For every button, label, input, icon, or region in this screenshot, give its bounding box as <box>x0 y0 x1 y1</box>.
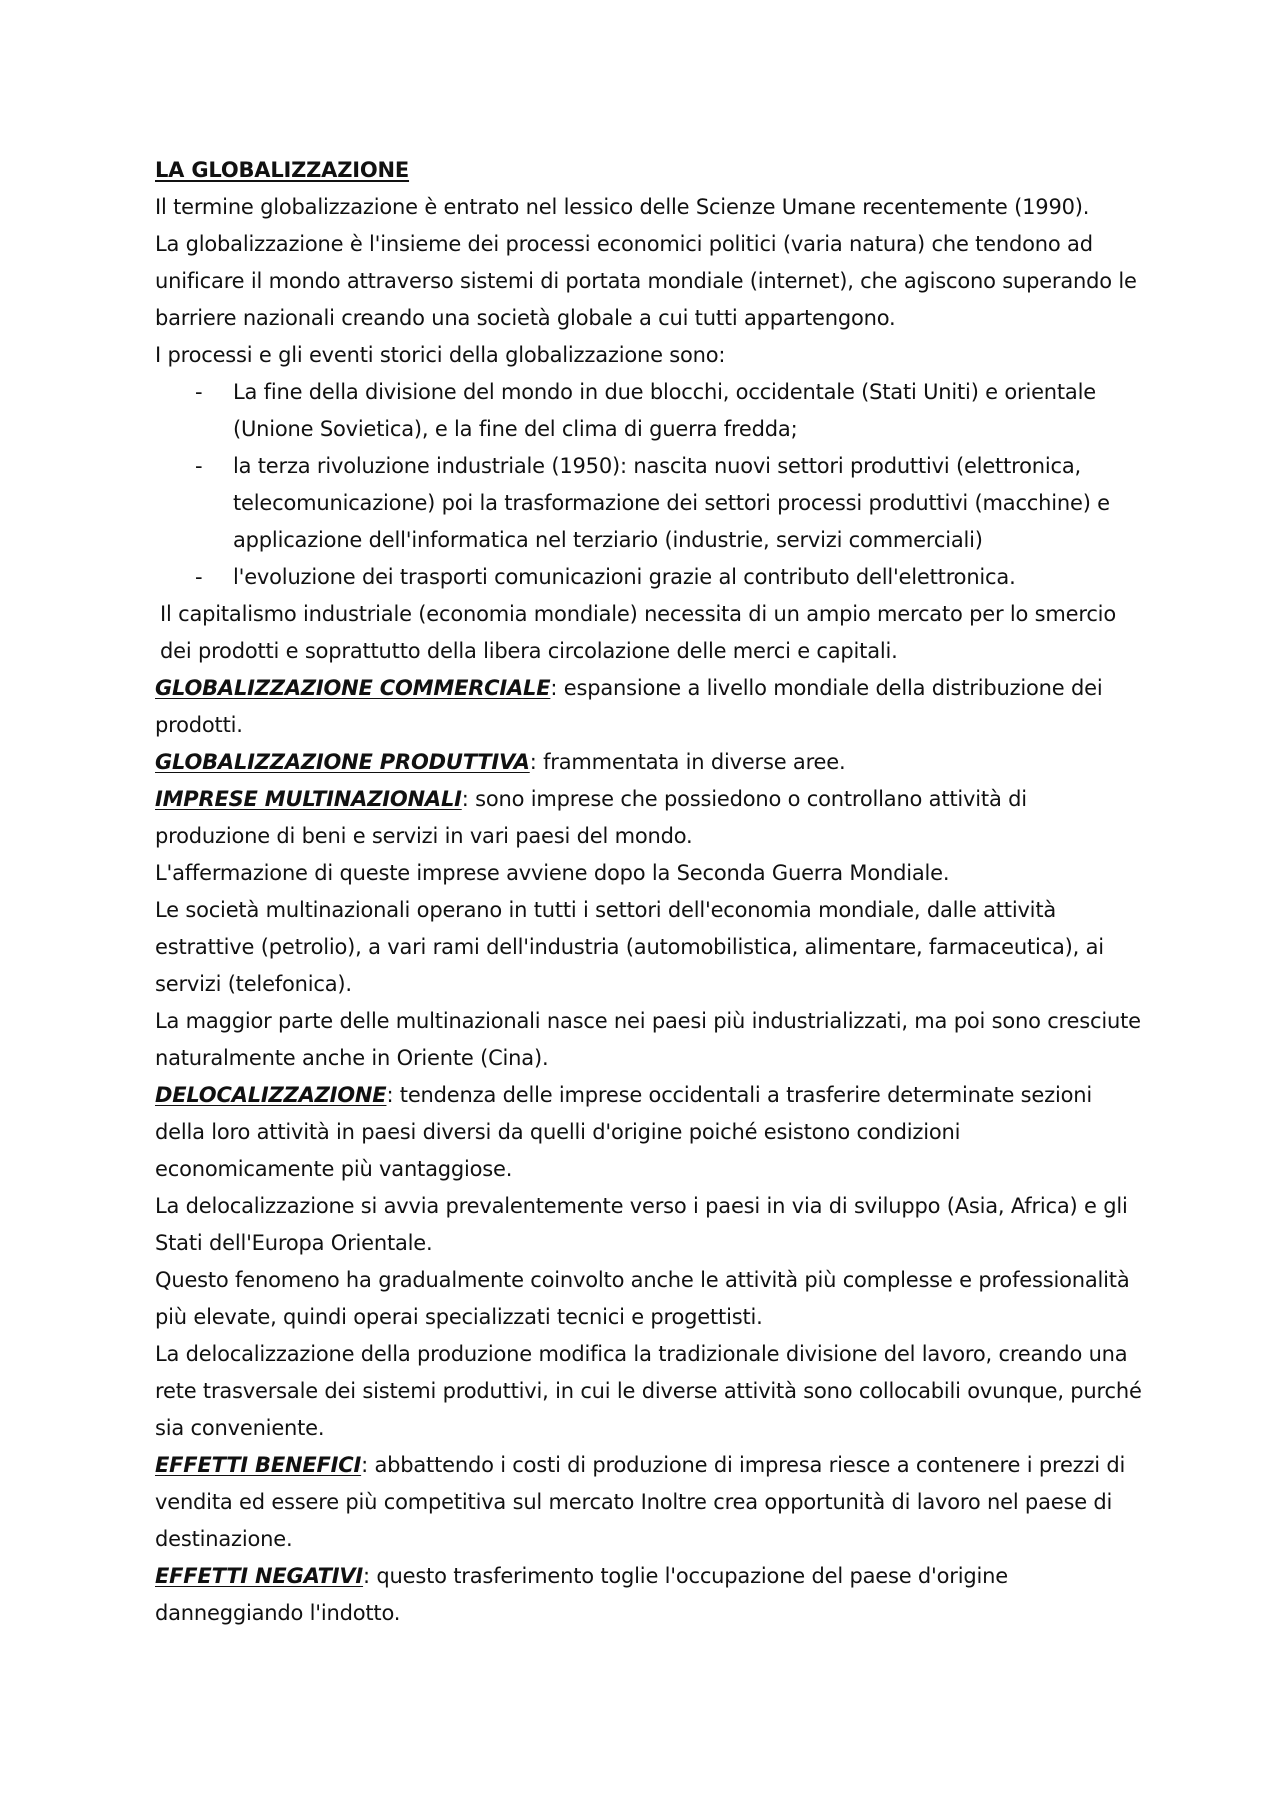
multinationals-paragraph: L'affermazione di queste imprese avviene dopo la Seconda Guerra Mondiale. <box>155 861 950 885</box>
document-page <box>155 152 1145 1632</box>
benefits-term: EFFETTI BENEFICI <box>155 1453 362 1477</box>
negatives-text: : questo trasferimento toglie l'occupazione del paese d'origine danneggiando l'indotto. <box>155 1564 1008 1625</box>
delocalization-term: DELOCALIZZAZIONE <box>155 1083 387 1107</box>
commercial-globalization-term: GLOBALIZZAZIONE COMMERCIALE <box>155 676 551 700</box>
multinationals-paragraph: Le società multinazionali operano in tutti i settori dell'economia mondiale, dalle attività estrattive (petrolio), a vari rami dell'industria (automobilistica, alimentare, farmaceutica), ai servizi (telefonica). <box>155 898 1104 996</box>
negatives-definition <box>155 1558 1145 1632</box>
productive-globalization-text: : frammentata in diverse aree. <box>529 750 846 774</box>
benefits-text: : abbattendo i costi di produzione di impresa riesce a contenere i prezzi di vendita ed essere più competitiva sul mercato Inoltre crea opportunità di lavoro nel paese di destinazione. <box>155 1453 1126 1551</box>
process-item: - l'evoluzione dei trasporti comunicazioni grazie al contributo dell'elettronica. <box>233 559 1145 596</box>
capitalism-paragraph: Il capitalismo industriale (economia mondiale) necessita di un ampio mercato per lo smercio dei prodotti e soprattutto della libera circolazione delle merci e capitali. <box>160 602 1116 663</box>
intro-paragraph-3: I processi e gli eventi storici della globalizzazione sono: <box>155 343 726 367</box>
delocalization-paragraph: La delocalizzazione si avvia prevalentemente verso i paesi in via di sviluppo (Asia, Africa) e gli Stati dell'Europa Orientale. <box>155 1194 1128 1255</box>
process-list <box>155 374 1145 596</box>
intro-paragraph-2: La globalizzazione è l'insieme dei processi economici politici (varia natura) che tendono ad unificare il mondo attraverso sistemi di portata mondiale (internet), che agiscono superando le barriere nazionali creando una società globale a cui tutti appartengono. <box>155 232 1137 330</box>
negatives-term: EFFETTI NEGATIVI <box>155 1564 364 1588</box>
multinationals-definition <box>155 781 1145 855</box>
intro-paragraph-1: Il termine globalizzazione è entrato nel lessico delle Scienze Umane recentemente (1990). <box>155 195 1090 219</box>
productive-globalization-definition <box>155 744 1145 781</box>
delocalization-definition <box>155 1077 1145 1188</box>
productive-globalization-term: GLOBALIZZAZIONE PRODUTTIVA <box>155 750 530 774</box>
benefits-definition <box>155 1447 1145 1558</box>
delocalization-text: : tendenza delle imprese occidentali a trasferire determinate sezioni della loro attività in paesi diversi da quelli d'origine poiché esistono condizioni economicamente più vantaggiose. <box>155 1083 1092 1181</box>
multinationals-paragraph: La maggior parte delle multinazionali nasce nei paesi più industrializzati, ma poi sono cresciute naturalmente anche in Oriente (Cina). <box>155 1009 1141 1070</box>
document-title: LA GLOBALIZZAZIONE <box>155 158 410 182</box>
multinationals-term: IMPRESE MULTINAZIONALI <box>155 787 462 811</box>
delocalization-paragraph: Questo fenomeno ha gradualmente coinvolto anche le attività più complesse e professionalità più elevate, quindi operai specializzati tecnici e progettisti. <box>155 1268 1130 1329</box>
commercial-globalization-definition <box>155 670 1145 744</box>
delocalization-paragraph: La delocalizzazione della produzione modifica la tradizionale divisione del lavoro, creando una rete trasversale dei sistemi produttivi, in cui le diverse attività sono collocabili ovunque, purché sia conveniente. <box>155 1342 1142 1440</box>
commercial-globalization-text: : espansione a livello mondiale della distribuzione dei prodotti. <box>155 676 1103 737</box>
process-item: - la terza rivoluzione industriale (1950): nascita nuovi settori produttivi (elettronica, telecomunicazione) poi la trasformazione dei settori processi produttivi (macchine) e applicazione dell'informatica nel terziario (industrie, servizi commerciali) <box>233 448 1145 559</box>
process-item: - La fine della divisione del mondo in due blocchi, occidentale (Stati Uniti) e orientale (Unione Sovietica), e la fine del clima di guerra fredda; <box>233 374 1145 448</box>
multinationals-text: : sono imprese che possiedono o controllano attività di produzione di beni e servizi in vari paesi del mondo. <box>155 787 1027 848</box>
